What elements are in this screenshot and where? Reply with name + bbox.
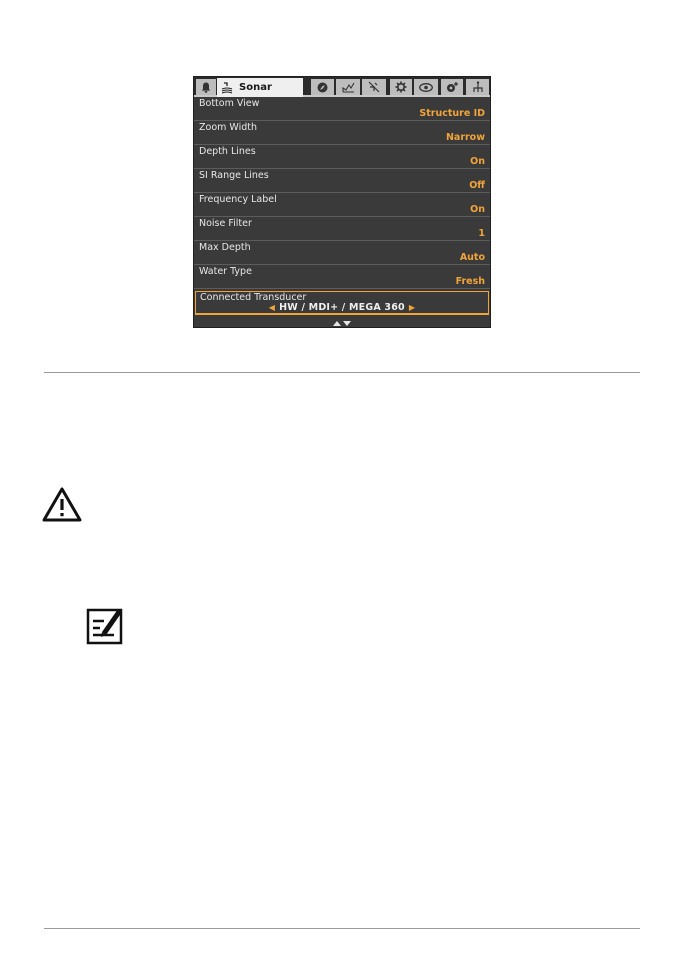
menu-item-value: Narrow bbox=[445, 132, 485, 143]
sonar-icon bbox=[221, 82, 233, 94]
tab-alarms[interactable] bbox=[196, 79, 216, 95]
menu-item-depth-lines[interactable] bbox=[194, 145, 490, 169]
tab-navigation[interactable] bbox=[311, 79, 334, 95]
menu-item-max-depth[interactable] bbox=[194, 241, 490, 265]
network-icon bbox=[472, 81, 484, 93]
menu-item-value: Structure ID bbox=[419, 108, 485, 119]
sonar-settings-menu bbox=[194, 97, 490, 315]
menu-item-label: Connected Transducer bbox=[200, 292, 307, 303]
tab-network[interactable] bbox=[466, 79, 489, 95]
menu-item-label: Max Depth bbox=[199, 242, 251, 253]
note-icon bbox=[86, 606, 126, 646]
tab-radar[interactable] bbox=[362, 79, 386, 95]
menu-item-si-range-lines[interactable] bbox=[194, 169, 490, 193]
chart-icon bbox=[342, 82, 355, 93]
scroll-up-down-icon bbox=[332, 320, 352, 327]
device-screen bbox=[193, 76, 491, 328]
transducer-selector[interactable] bbox=[196, 302, 488, 313]
menu-item-water-type[interactable] bbox=[194, 265, 490, 289]
transducer-value: HW / MDI+ / MEGA 360 bbox=[279, 302, 405, 313]
menu-item-value: On bbox=[470, 204, 485, 215]
menu-item-value: Fresh bbox=[455, 276, 485, 287]
menu-item-label: SI Range Lines bbox=[199, 170, 269, 181]
alarm-bell-icon bbox=[201, 82, 211, 93]
menu-item-zoom-width[interactable] bbox=[194, 121, 490, 145]
tab-settings[interactable] bbox=[390, 79, 412, 95]
menu-item-label: Noise Filter bbox=[199, 218, 252, 229]
tab-bar bbox=[194, 77, 490, 97]
settings-icon bbox=[395, 81, 407, 93]
tab-views[interactable] bbox=[414, 79, 438, 95]
footer-divider bbox=[44, 928, 640, 929]
warning-icon bbox=[42, 487, 82, 522]
section-divider bbox=[44, 372, 640, 373]
tab-accessories[interactable] bbox=[441, 79, 463, 95]
views-icon bbox=[419, 83, 433, 92]
menu-item-label: Zoom Width bbox=[199, 122, 258, 133]
menu-item-label: Bottom View bbox=[199, 98, 260, 109]
menu-item-value: 1 bbox=[478, 228, 485, 239]
menu-item-value: On bbox=[470, 156, 485, 167]
menu-item-connected-transducer[interactable] bbox=[195, 291, 489, 315]
menu-item-label: Water Type bbox=[199, 266, 252, 277]
accessories-icon bbox=[446, 81, 459, 93]
arrow-left-icon[interactable]: ◀ bbox=[268, 303, 276, 312]
tab-chart[interactable] bbox=[336, 79, 360, 95]
tab-sonar-label: Sonar bbox=[239, 82, 272, 93]
menu-item-label: Frequency Label bbox=[199, 194, 277, 205]
menu-item-label: Depth Lines bbox=[199, 146, 256, 157]
menu-item-value: Off bbox=[469, 180, 485, 191]
menu-item-bottom-view[interactable] bbox=[194, 97, 490, 121]
radar-icon bbox=[368, 81, 380, 93]
menu-item-noise-filter[interactable] bbox=[194, 217, 490, 241]
menu-item-frequency-label[interactable] bbox=[194, 193, 490, 217]
navigation-icon bbox=[317, 82, 328, 93]
menu-item-value: Auto bbox=[459, 252, 485, 263]
arrow-right-icon[interactable]: ▶ bbox=[408, 303, 416, 312]
scroll-indicator[interactable] bbox=[194, 319, 490, 327]
tab-sonar[interactable] bbox=[217, 78, 303, 97]
